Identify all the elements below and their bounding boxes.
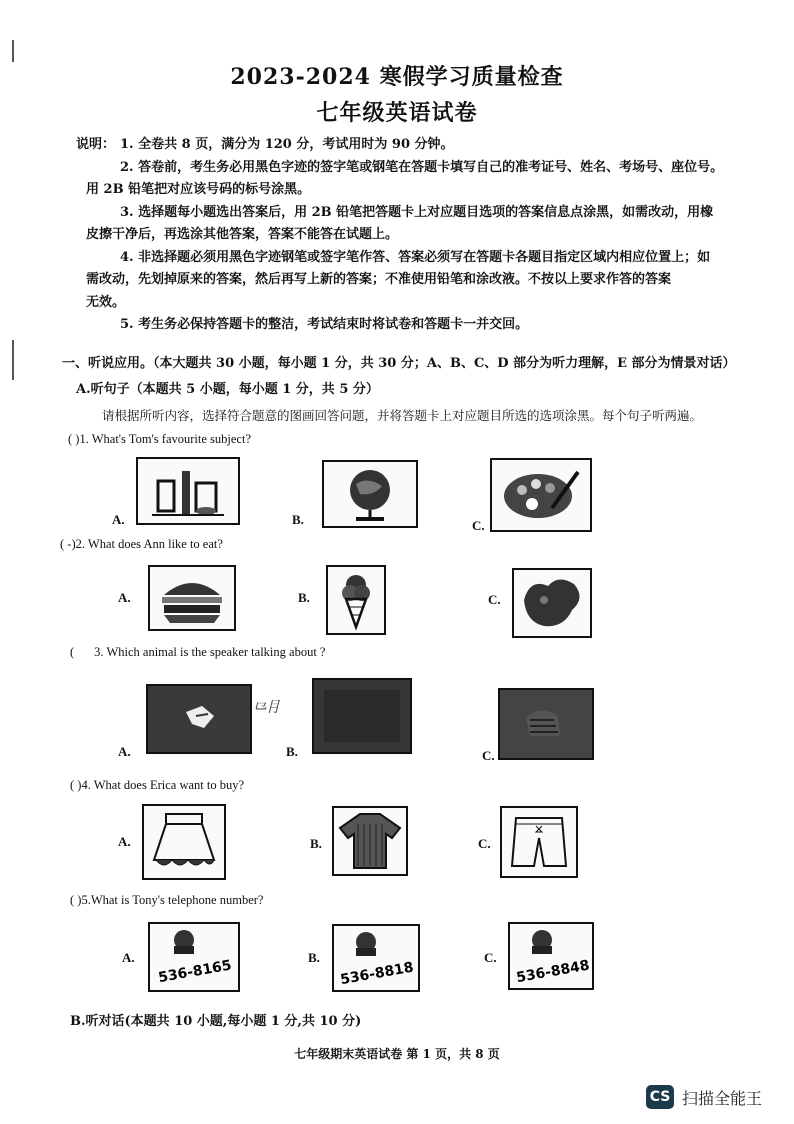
option-label: C. <box>472 518 485 533</box>
scan-mark <box>12 340 14 380</box>
instructions <box>76 134 756 337</box>
camscanner-logo-icon: CS <box>646 1085 674 1109</box>
ice-cream-icon[interactable] <box>326 565 386 635</box>
option-label: A. <box>118 834 131 849</box>
page-title: 2023-2024 寒假学习质量检查 <box>230 64 564 90</box>
instruction-line: 2. 答卷前，考生务必用黑色字迹的签字笔或钢笔在答题卡填写自己的准考证号、姓名、考场号、座位号。 <box>120 159 724 175</box>
question-1: ( )1. What's Tom's favourite subject? <box>68 432 251 446</box>
hamburger-icon[interactable] <box>148 565 236 631</box>
instruction-line: 需改动，先划掉原来的答案，然后再写上新的答案；不准使用铅笔和涂改液。不按以上要求作答的答案 <box>86 272 672 287</box>
watermark-name: 扫描全能王 <box>682 1088 763 1108</box>
instruction-line: 5. 考生务必保持答题卡的整洁，考试结束时将试卷和答题卡一并交回。 <box>120 317 529 332</box>
option-label: B. <box>286 744 298 759</box>
handwriting-scribble: ⺋⺝ <box>252 698 283 716</box>
option-label: B. <box>298 590 310 605</box>
question-3: ( 3. Which animal is the speaker talking about ? <box>70 645 326 659</box>
option-label: C. <box>488 592 501 607</box>
option-label: C. <box>484 950 497 965</box>
part-a-direction: 请根据所听内容，选择符合题意的图画回答问题，并将答题卡上对应题目所选的选项涂黑。每个句子听两遍。 <box>102 408 703 423</box>
question-5: ( )5.What is Tony's telephone number? <box>70 893 264 907</box>
option-label: A. <box>118 590 131 605</box>
instruction-line: 1. 全卷共 8 页，满分为 120 分，考试用时为 90 分钟。 <box>120 137 454 152</box>
part-a-heading: A.听句子（本题共 5 小题，每小题 1 分，共 5 分） <box>76 382 379 397</box>
option-label: A. <box>112 512 125 527</box>
telephone-icon[interactable] <box>148 922 240 992</box>
option-label: A. <box>122 950 135 965</box>
section-heading: 一、听说应用。（本大题共 30 小题，每小题 1 分，共 30 分；A、B、C、D 部分为听力理解，E 部分为情景对话） <box>62 356 736 371</box>
scanner-watermark <box>646 1085 762 1109</box>
question-4: ( )4. What does Erica want to buy? <box>70 778 245 792</box>
telephone-icon[interactable] <box>332 924 420 992</box>
page-footer: 七年级期末英语试卷 第 1 页，共 8 页 <box>294 1047 500 1061</box>
phone-number: 536-8848 <box>515 957 591 987</box>
beakers-icon[interactable] <box>136 457 240 525</box>
phone-number: 536-8818 <box>339 959 415 989</box>
telephone-icon[interactable] <box>508 922 594 990</box>
option-label: C. <box>478 836 491 851</box>
page-subtitle: 七年级英语试卷 <box>316 100 478 126</box>
instructions-label: 说明： <box>76 137 116 152</box>
instruction-line: 皮擦干净后，再选涂其他答案，答案不能答在试题上。 <box>86 227 399 242</box>
instruction-line: 用 2B 铅笔把对应该号码的标号涂黑。 <box>86 182 311 197</box>
instruction-line: 4. 非选择题必须用黑色字迹钢笔或签字笔作答、答案必须写在答题卡各题目指定区域内相应位置上；如 <box>120 249 711 265</box>
instruction-line: 无效。 <box>86 294 126 310</box>
part-b-heading: B.听对话(本题共 10 小题,每小题 1 分,共 10 分) <box>70 1014 362 1029</box>
option-label: B. <box>292 512 304 527</box>
instruction-line: 3. 选择题每小题选出答案后，用 2B 铅笔把答题卡上对应题目选项的答案信息点涂黑，如需改动，用橡 <box>120 204 714 220</box>
scan-mark <box>12 40 14 62</box>
option-label: A. <box>118 744 131 759</box>
option-label: B. <box>308 950 320 965</box>
dark-photo-icon[interactable] <box>312 678 412 754</box>
zebra-icon[interactable] <box>498 688 594 760</box>
broccoli-icon[interactable] <box>512 568 592 638</box>
question-2: ( -)2. What does Ann like to eat? <box>60 537 223 551</box>
sweater-icon[interactable] <box>332 806 408 876</box>
shorts-icon[interactable] <box>500 806 578 878</box>
skirt-icon[interactable] <box>142 804 226 880</box>
paint-palette-icon[interactable] <box>490 458 592 532</box>
option-label: C. <box>482 748 495 763</box>
phone-number: 536-8165 <box>157 957 233 987</box>
option-label: B. <box>310 836 322 851</box>
bird-icon[interactable] <box>146 684 252 754</box>
globe-icon[interactable] <box>322 460 418 528</box>
